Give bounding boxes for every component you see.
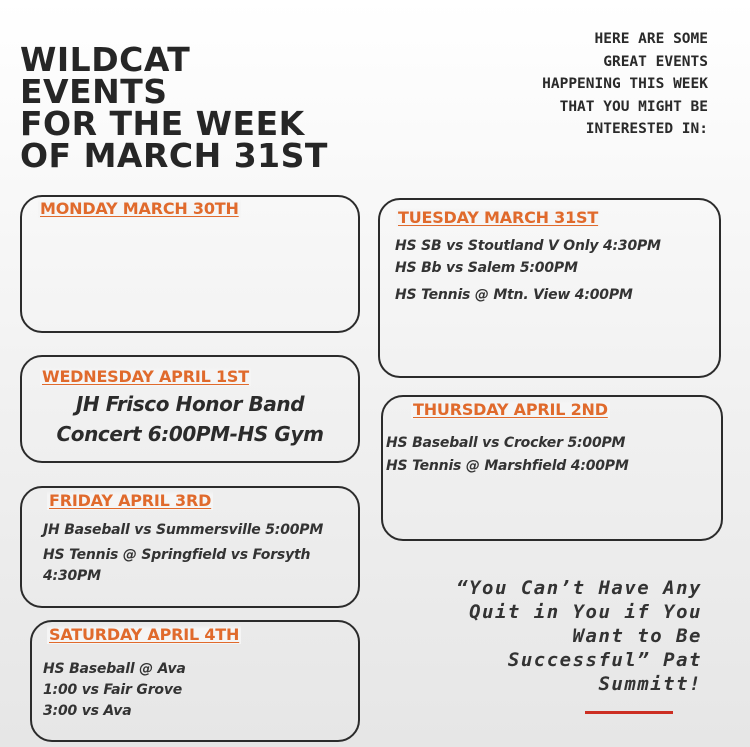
tuesday-event: HS Bb vs Salem 5:00PM — [395, 260, 578, 276]
wednesday-event: Concert 6:00PM-HS Gym — [56, 422, 324, 446]
tuesday-event: HS SB vs Stoutland V Only 4:30PM — [395, 238, 661, 254]
quote-line: Quit in You if You — [469, 601, 702, 623]
tuesday-event: HS Tennis @ Mtn. View 4:00PM — [395, 287, 633, 303]
friday-event: 4:30PM — [43, 568, 101, 584]
intro-line: THAT YOU MIGHT BE — [559, 98, 708, 115]
intro-line: GREAT EVENTS — [603, 53, 708, 70]
saturday-heading: SATURDAY APRIL 4TH — [49, 625, 240, 644]
wednesday-heading: WEDNESDAY APRIL 1ST — [42, 367, 249, 386]
monday-heading: MONDAY MARCH 30TH — [40, 199, 239, 218]
quote-line: Successful” Pat — [507, 649, 702, 671]
accent-rule — [585, 711, 673, 714]
intro-text — [488, 28, 708, 141]
title-line: FOR THE WEEK — [20, 104, 305, 143]
tuesday-heading: TUESDAY MARCH 31ST — [398, 208, 599, 227]
title-line: EVENTS — [20, 72, 168, 111]
saturday-event: HS Baseball @ Ava — [43, 661, 186, 677]
saturday-event: 1:00 vs Fair Grove — [43, 682, 183, 698]
thursday-event: HS Baseball vs Crocker 5:00PM — [386, 435, 626, 451]
friday-event: JH Baseball vs Summersville 5:00PM — [43, 522, 324, 538]
intro-line: HAPPENING THIS WEEK — [542, 76, 708, 92]
thursday-event: HS Tennis @ Marshfield 4:00PM — [386, 458, 629, 474]
friday-heading: FRIDAY APRIL 3RD — [49, 491, 212, 510]
title-line: OF MARCH 31ST — [20, 136, 328, 175]
quote-text — [382, 576, 702, 696]
quote-line: Summitt! — [598, 673, 702, 695]
title-line: WILDCAT — [20, 40, 191, 79]
quote-line: Want to Be — [572, 625, 702, 647]
quote-line: “You Can’t Have Any — [456, 577, 702, 599]
intro-line: INTERESTED IN: — [585, 121, 708, 137]
wednesday-event: JH Frisco Honor Band — [75, 392, 305, 416]
saturday-event: 3:00 vs Ava — [43, 703, 132, 719]
thursday-heading: THURSDAY APRIL 2ND — [413, 400, 608, 419]
page-title — [20, 40, 460, 175]
friday-event: HS Tennis @ Springfield vs Forsyth — [43, 547, 311, 563]
intro-line: HERE ARE SOME — [594, 31, 708, 47]
